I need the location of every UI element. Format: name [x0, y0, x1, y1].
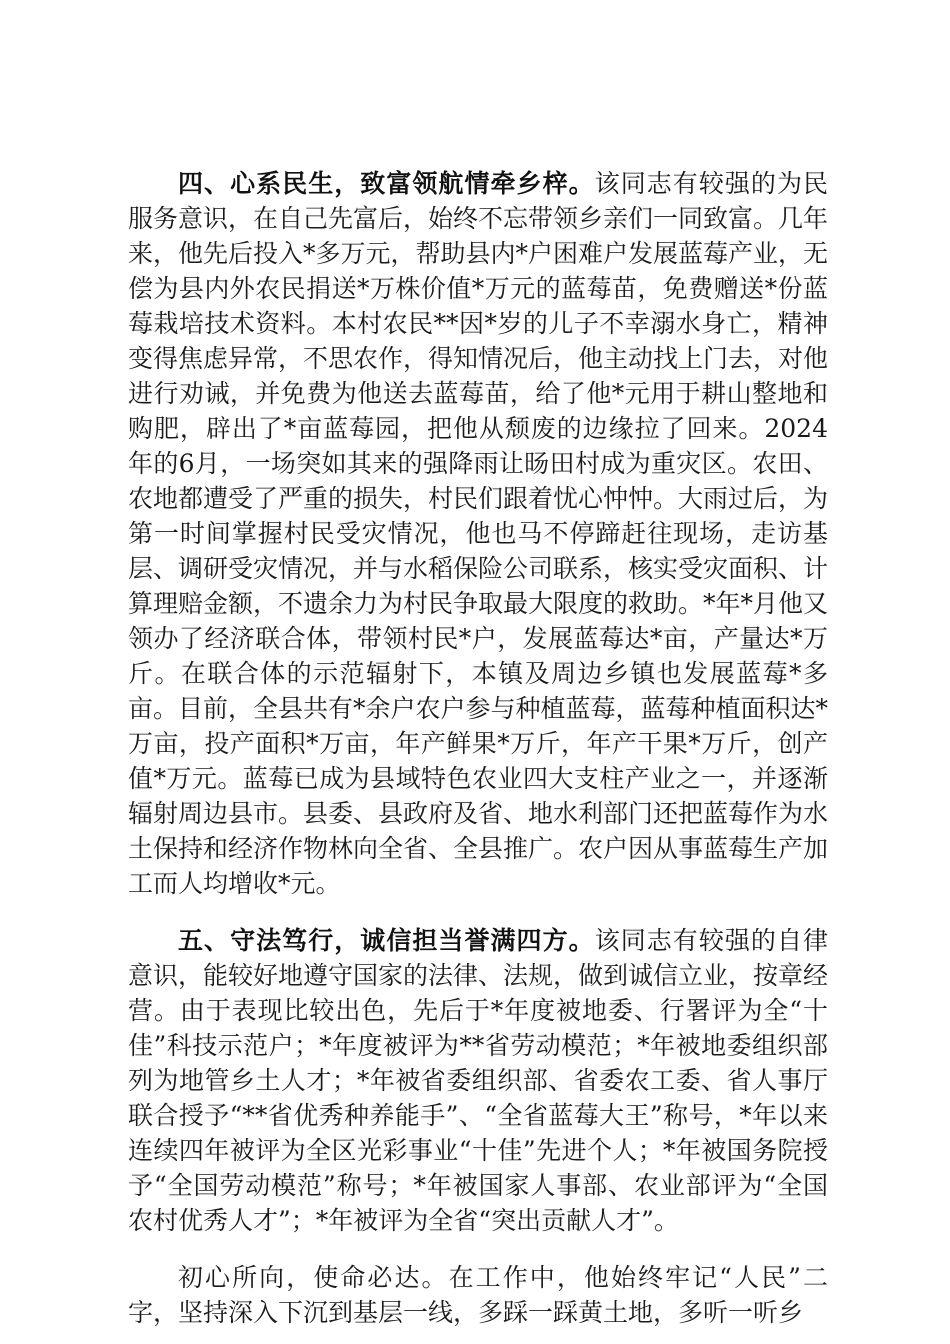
paragraph-section-five	[128, 923, 828, 1238]
paragraph-closing	[128, 1260, 828, 1330]
section-four-text: 该同志有较强的为民服务意识，在自己先富后，始终不忘带领乡亲们一同致富。几年来，他先后投入*多万元，帮助县内*户困难户发展蓝莓产业，无偿为县内外农民捐送*万株价值*万元的蓝莓苗，免费赠送*份蓝莓栽培技术资料。本村农民**因*岁的儿子不幸溺水身亡，精神变得焦虑异常，不思农作，得知情况后，他主动找上门去，对他进行劝诫，并免费为他送去蓝莓苗，给了他*元用于耕山整地和购肥，辟出了*亩蓝莓园，把他从颓废的边缘拉了回来。2024年的6月，一场突如其来的强降雨让旸田村成为重灾区。农田、农地都遭受了严重的损失，村民们跟着忧心忡忡。大雨过后，为第一时间掌握村民受灾情况，他也马不停蹄赶往现场，走访基层、调研受灾情况，并与水稻保险公司联系，核实受灾面积、计算理赔金额，不遗余力为村民争取最大限度的救助。*年*月他又领办了经济联合体，带领村民*户，发展蓝莓达*亩，产量达*万斤。在联合体的示范辐射下，本镇及周边乡镇也发展蓝莓*多亩。目前，全县共有*余户农户参与种植蓝莓，蓝莓种植面积达*万亩，投产面积*万亩，年产鲜果*万斤，年产干果*万斤，创产值*万元。蓝莓已成为县域特色农业四大支柱产业之一，并逐渐辐射周边县市。县委、县政府及省、地水利部门还把蓝莓作为水土保持和经济作物林向全省、全县推广。农户因从事蓝莓生产加工而人均增收*元。	[128, 169, 829, 898]
section-five-heading: 五、守法笃行，诚信担当誉满四方。	[178, 926, 595, 955]
closing-text: 初心所向，使命必达。在工作中，他始终牢记“人民”二字，坚持深入下沉到基层一线，多踩一踩黄土地，多听一听乡	[128, 1263, 828, 1327]
section-four-heading: 四、心系民生，致富领航情牵乡梓。	[178, 169, 595, 198]
document-body	[128, 166, 828, 1330]
paragraph-section-four	[128, 166, 828, 901]
section-five-text: 该同志有较强的自律意识，能较好地遵守国家的法律、法规，做到诚信立业，按章经营。由于表现比较出色，先后于*年度被地委、行署评为全“十佳”科技示范户；*年度被评为**省劳动模范；*年被地委组织部列为地管乡土人才；*年被省委组织部、省委农工委、省人事厅联合授予“**省优秀种养能手”、“全省蓝莓大王”称号，*年以来连续四年被评为全区光彩事业“十佳”先进个人；*年被国务院授予“全国劳动模范”称号；*年被国家人事部、农业部评为“全国农村优秀人才”；*年被评为全省“突出贡献人才”。	[128, 926, 829, 1235]
